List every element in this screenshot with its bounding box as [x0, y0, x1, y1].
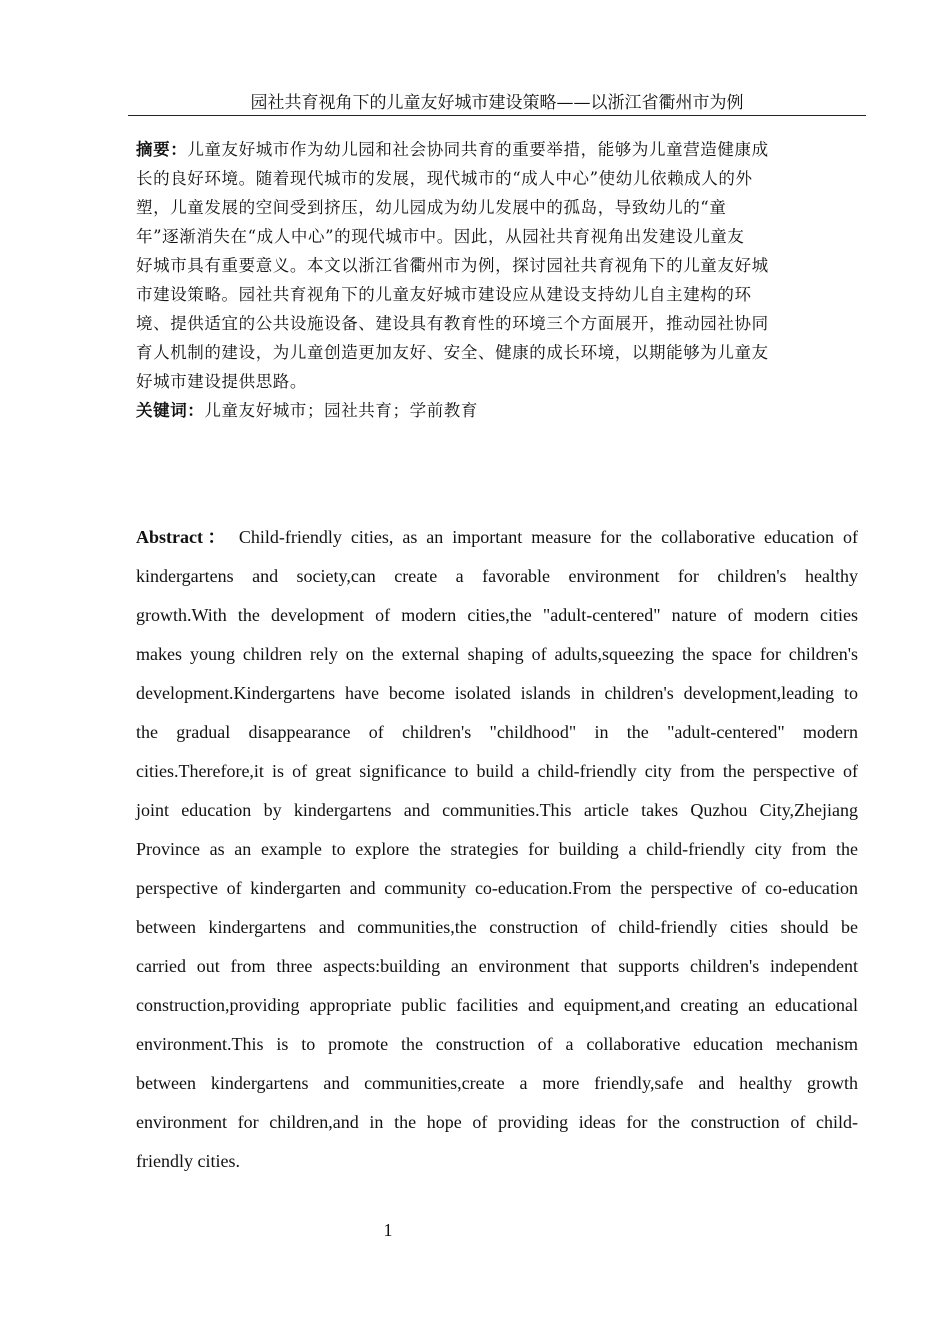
abstract-en-line: growth.With the development of modern cities,the "adult-centered" nature of modern cities — [136, 605, 858, 625]
chinese-abstract — [136, 135, 848, 425]
keywords-cn — [136, 396, 848, 425]
abstract-en-line: the gradual disappearance of children's "childhood" in the "adult-centered" modern — [136, 722, 858, 742]
abstract-en-label: Abstract： — [136, 527, 230, 547]
abstract-cn-line: 境、提供适宜的公共设施设备、建设具有教育性的环境三个方面展开，推动园社协同 — [136, 314, 769, 333]
abstract-en-line: joint education by kindergartens and communities.This article takes Quzhou City,Zhejiang — [136, 800, 858, 820]
keywords-cn-text: 儿童友好城市；园社共育；学前教育 — [204, 401, 479, 420]
abstract-cn-line: 市建设策略。园社共育视角下的儿童友好城市建设应从建设支持幼儿自主建构的环 — [136, 285, 752, 304]
abstract-cn-line: 好城市建设提供思路。 — [136, 372, 307, 391]
abstract-en-line: kindergartens and society,can create a favorable environment for children's healthy — [136, 566, 858, 586]
abstract-en-line: carried out from three aspects:building an environment that supports children's independent — [136, 956, 858, 976]
abstract-en-line: makes young children rely on the external shaping of adults,squeezing the space for children's — [136, 644, 858, 664]
abstract-cn-line: 育人机制的建设，为儿童创造更加友好、安全、健康的成长环境，以期能够为儿童友 — [136, 343, 769, 362]
abstract-en-line: perspective of kindergarten and community co-education.From the perspective of co-education — [136, 878, 858, 898]
abstract-cn-line: 长的良好环境。随着现代城市的发展，现代城市的“成人中心”使幼儿依赖成人的外 — [136, 169, 753, 188]
abstract-en-line: friendly cities. — [136, 1151, 240, 1171]
abstract-en-line: environment.This is to promote the construction of a collaborative education mechanism — [136, 1034, 858, 1054]
running-header: 园社共育视角下的儿童友好城市建设策略——以浙江省衢州市为例 — [128, 92, 866, 116]
abstract-en-line: construction,providing appropriate public facilities and equipment,and creating an educational — [136, 995, 858, 1015]
abstract-cn-line: 好城市具有重要意义。本文以浙江省衢州市为例，探讨园社共育视角下的儿童友好城 — [136, 256, 769, 275]
abstract-cn-text: 儿童友好城市作为幼儿园和社会协同共育的重要举措，能够为儿童营造健康成 — [187, 140, 769, 159]
abstract-cn-line: 年”逐渐消失在“成人中心”的现代城市中。因此，从园社共育视角出发建设儿童友 — [136, 227, 745, 246]
abstract-en-line: between kindergartens and communities,the construction of child-friendly cities should be — [136, 917, 858, 937]
abstract-cn-line — [136, 135, 848, 164]
abstract-en-line — [136, 521, 858, 560]
abstract-en-line: between kindergartens and communities,create a more friendly,safe and healthy growth — [136, 1073, 858, 1093]
abstract-en-line: Province as an example to explore the strategies for building a child-friendly city from the — [136, 839, 858, 859]
abstract-en-text: Child-friendly cities, as an important measure for the collaborative education of — [229, 527, 858, 547]
abstract-en-line: cities.Therefore,it is of great significance to build a child-friendly city from the perspective of — [136, 761, 858, 781]
abstract-cn-label: 摘要： — [136, 140, 188, 159]
keywords-cn-label: 关键词： — [136, 401, 205, 420]
page-number: 1 — [383, 1220, 393, 1240]
english-abstract — [136, 521, 858, 1184]
abstract-en-line: environment for children,and in the hope of providing ideas for the construction of child- — [136, 1112, 858, 1132]
abstract-en-line: development.Kindergartens have become isolated islands in children's development,leading to — [136, 683, 858, 703]
abstract-cn-line: 塑，儿童发展的空间受到挤压，幼儿园成为幼儿发展中的孤岛，导致幼儿的“童 — [136, 198, 727, 217]
